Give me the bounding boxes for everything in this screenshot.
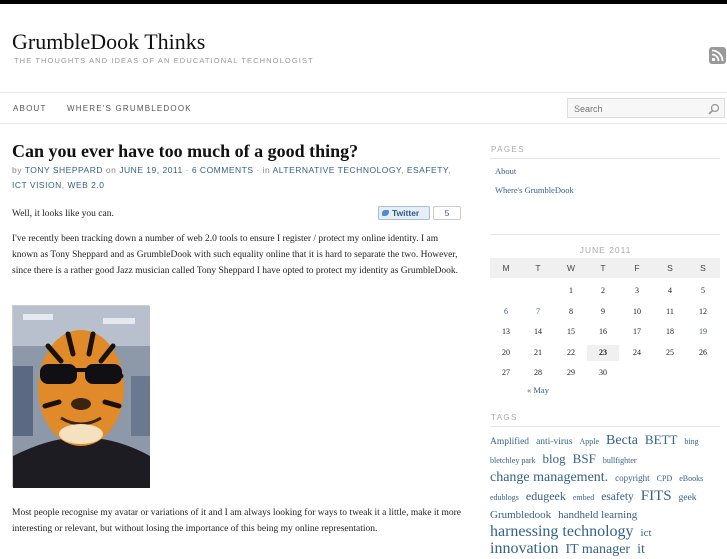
top-bar — [0, 0, 727, 4]
tag-link[interactable]: Amplified — [490, 437, 530, 447]
calendar-day: 25 — [666, 347, 674, 357]
twitter-bird-icon — [382, 210, 389, 216]
calendar-weekday: T — [535, 263, 541, 273]
tag-link[interactable]: BSF — [572, 450, 596, 466]
calendar-day: 14 — [534, 327, 542, 336]
tag-link[interactable]: it — [637, 542, 645, 557]
category-link[interactable]: ICT VISION — [12, 180, 62, 190]
post-paragraph: Most people recognise my avatar or variations of it and I am always looking for ways to tweak it a little, make it more interesting or relevant, but without losing the importance of this being my online representation. — [12, 508, 462, 535]
tags-heading: TAGS — [491, 413, 518, 422]
calendar-weekday: W — [566, 263, 576, 273]
site-title[interactable]: GrumbleDook Thinks — [12, 29, 206, 54]
calendar-weekday: F — [634, 263, 640, 273]
tag-link[interactable]: CPD — [656, 474, 673, 483]
tag-link[interactable]: bing — [684, 437, 699, 446]
calendar-day: 27 — [502, 368, 510, 377]
category-link[interactable]: ALTERNATIVE TECHNOLOGY — [272, 165, 402, 175]
calendar-day: 17 — [633, 327, 641, 336]
calendar-day: 4 — [668, 286, 672, 295]
post-meta: by TONY SHEPPARD on JUNE 19, 2011 · 6 COMMENTS · in ALTERNATIVE TECHNOLOGY, ESAFETY, ICT VISION, WEB 2.0 — [12, 165, 451, 190]
meta-in: in — [262, 165, 271, 175]
post-title[interactable]: Can you ever have too much of a good thing? — [12, 141, 359, 161]
post-paragraph: I've recently been tracking down a number of web 2.0 tools to ensure I register / protect my online identity. I am known as Tony Sheppard and as GrumbleDook with such equality online that it is hard to separate the two. However, since there is a rather good Jazz musician called Tony Sheppard I have opted to protect my identity as GrumbleDook. — [12, 234, 459, 277]
tag-link[interactable]: eBooks — [679, 474, 704, 483]
tag-link[interactable]: anti-virus — [536, 437, 573, 447]
tag-link[interactable]: blog — [542, 450, 566, 466]
calendar-weekday: S — [667, 263, 673, 273]
site-tagline: THE THOUGHTS AND IDEAS OF AN EDUCATIONAL TECHNOLOGIST — [14, 56, 314, 65]
search-input[interactable] — [574, 102, 699, 115]
tag-link[interactable]: BETT — [644, 432, 678, 447]
calendar-caption: JUNE 2011 — [579, 245, 632, 255]
calendar-day: 23 — [587, 345, 619, 361]
post-date-link[interactable]: JUNE 19, 2011 — [119, 165, 183, 175]
tag-link[interactable]: edublogs — [490, 492, 519, 502]
calendar-day: 24 — [633, 347, 641, 357]
calendar-weekday: T — [600, 263, 606, 273]
search-box — [567, 98, 725, 118]
nav-item-about[interactable]: ABOUT — [13, 104, 47, 113]
tweet-count: 5 — [433, 206, 461, 220]
calendar-day: 13 — [502, 327, 510, 336]
calendar-day: 11 — [666, 306, 674, 316]
tag-link[interactable]: handheld learning — [558, 509, 638, 521]
meta-by: by — [12, 165, 22, 175]
calendar-day-link[interactable]: 7 — [536, 306, 540, 316]
tweet-button[interactable] — [378, 206, 430, 220]
tag-link[interactable]: bullfighter — [602, 455, 637, 465]
calendar-day: 30 — [599, 368, 607, 377]
calendar-day-link[interactable]: 19 — [699, 327, 707, 336]
tag-link[interactable]: harnessing technology — [490, 522, 634, 540]
calendar-prev-month-link[interactable]: « May — [527, 385, 549, 395]
calendar-weekday: S — [700, 263, 706, 273]
nav-item-wheres-grumbledook[interactable]: WHERE'S GRUMBLEDOOK — [67, 104, 192, 113]
calendar-day: 18 — [666, 327, 674, 336]
tag-link[interactable]: bletchley park — [490, 455, 536, 465]
divider — [490, 158, 720, 159]
calendar-day: 20 — [502, 347, 510, 357]
post-paragraph: Well, it looks like you can. — [12, 209, 114, 219]
calendar-day: 2 — [601, 286, 605, 295]
tag-link[interactable]: copyright — [615, 473, 650, 483]
tiger-mask-avatar-photo — [12, 305, 149, 487]
post-comments-link[interactable]: 6 COMMENTS — [191, 165, 254, 175]
calendar-day: 5 — [701, 286, 705, 295]
post-author-link[interactable]: TONY SHEPPARD — [24, 165, 104, 175]
sidebar-page-wheres-grumbledook[interactable]: Where's GrumbleDook — [495, 185, 574, 195]
tag-link[interactable]: FITS — [640, 487, 672, 504]
divider — [490, 234, 720, 235]
calendar-day: 26 — [699, 347, 707, 357]
calendar-day: 9 — [601, 306, 605, 316]
tag-link[interactable]: innovation — [490, 540, 559, 557]
meta-separator: · — [185, 165, 189, 175]
calendar-day: 29 — [567, 368, 575, 377]
sidebar-page-about[interactable]: About — [495, 166, 517, 176]
calendar-day: 3 — [635, 286, 639, 295]
tag-link[interactable]: esafety — [601, 490, 634, 503]
category-link[interactable]: WEB 2.0 — [67, 180, 105, 190]
tag-link[interactable]: change management. — [490, 470, 609, 485]
tag-cloud — [490, 432, 722, 559]
calendar-day: 10 — [633, 306, 641, 316]
meta-on: on — [105, 165, 117, 175]
tag-link[interactable]: embed — [572, 492, 595, 502]
rss-icon[interactable] — [709, 47, 726, 64]
tweet-button-label: Twitter — [392, 208, 420, 218]
calendar-day: 21 — [534, 347, 542, 357]
tag-link[interactable]: IT manager — [565, 542, 631, 557]
calendar-weekday: M — [502, 263, 510, 273]
calendar-day: 22 — [567, 347, 575, 357]
tag-link[interactable]: geek — [678, 492, 697, 503]
tag-link[interactable]: ict — [640, 526, 652, 539]
calendar-day: 15 — [567, 327, 575, 336]
search-icon[interactable] — [708, 102, 720, 114]
tag-link[interactable]: Grumbledook — [490, 509, 552, 521]
calendar-day: 1 — [569, 286, 573, 295]
tag-link[interactable]: Apple — [579, 437, 600, 446]
meta-separator: · — [256, 165, 260, 175]
calendar-day: 16 — [599, 327, 607, 336]
calendar-day: 8 — [569, 306, 573, 316]
calendar-day-link[interactable]: 6 — [504, 306, 508, 316]
divider — [490, 426, 720, 427]
category-link[interactable]: ESAFETY — [406, 165, 448, 175]
calendar-day: 28 — [534, 368, 542, 377]
tag-link[interactable]: edugeek — [525, 488, 566, 503]
pages-heading: PAGES — [491, 145, 525, 154]
tag-link[interactable]: Becta — [606, 433, 638, 448]
calendar-day: 12 — [699, 306, 707, 316]
